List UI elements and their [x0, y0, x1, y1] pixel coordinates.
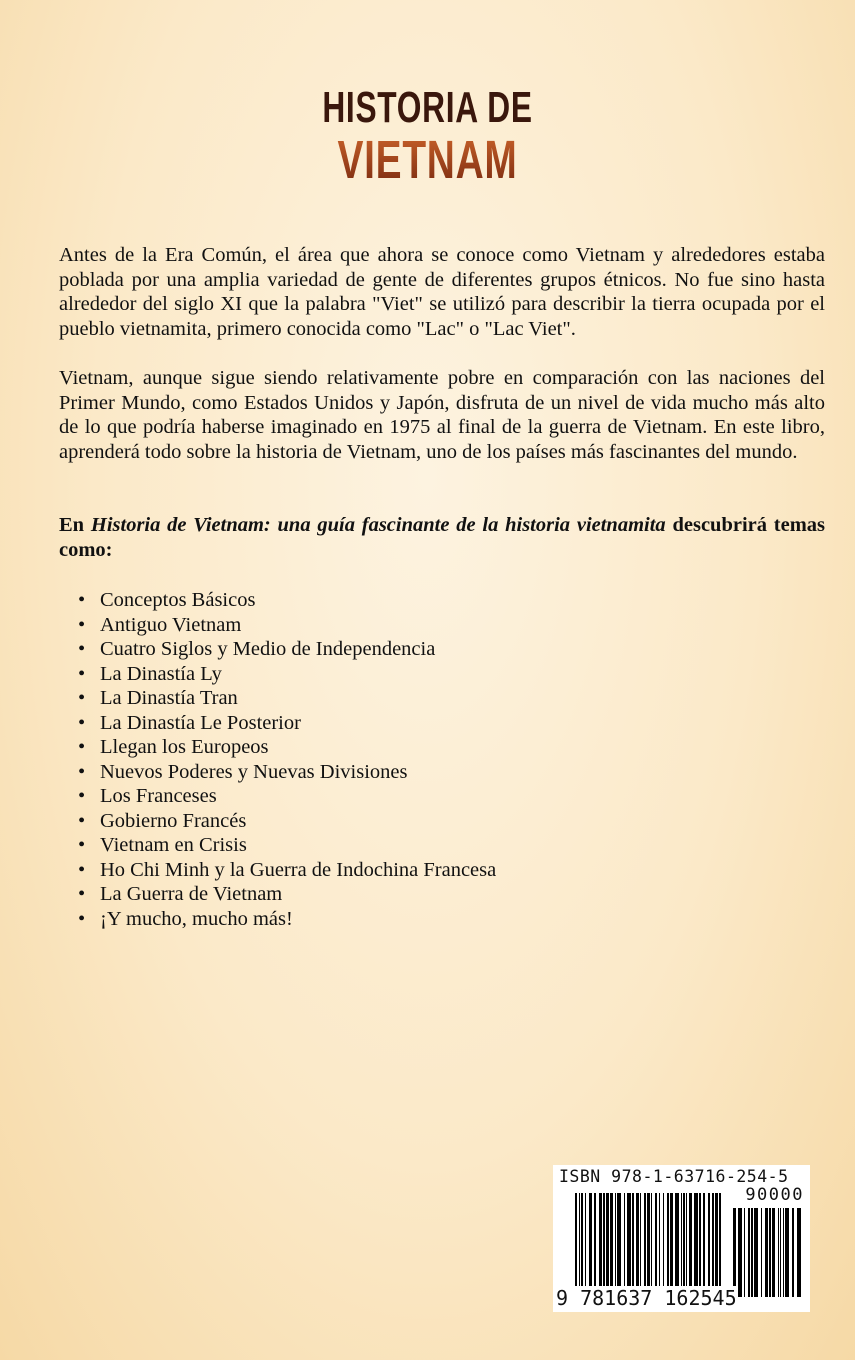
intro-prefix: En [59, 514, 85, 536]
intro-suffix: descubrirá temas como: [59, 514, 826, 561]
topic-item: • Llegan los Europeos [78, 735, 496, 760]
barcode-bar [670, 1193, 673, 1297]
paragraph-1: Antes de la Era Común, el área que ahora se conoce como Vietnam y alrededores estaba poblada por una amplia variedad de gente de diferentes grupos étnicos. No fue sino hasta alrededor del siglo XI que la palabra "Viet" se utilizó para describir la tierra ocupada por el pueblo vietnamita, primero conocida como "Lac" o "Lac Viet". [59, 244, 825, 340]
barcode-bar [655, 1193, 657, 1297]
intro-paragraph [59, 513, 825, 562]
barcode-bar [663, 1193, 664, 1297]
barcode-bar [640, 1193, 641, 1297]
isbn-text: ISBN 978-1-63716-254-5 [559, 1167, 789, 1186]
barcode-bar [585, 1193, 586, 1297]
barcode-bar [651, 1193, 652, 1297]
topic-item: • Los Franceses [78, 784, 496, 809]
barcode-bar [636, 1193, 639, 1297]
barcode-bar [624, 1193, 625, 1297]
barcode-bar [744, 1208, 745, 1297]
barcode-number: 9 781637 162545 [556, 1286, 737, 1310]
barcode-bar [683, 1193, 685, 1297]
barcode-bar [627, 1193, 631, 1297]
barcode-bar [772, 1208, 775, 1297]
book-title: Historia de Vietnam: una guía fascinante de la historia vietnamita [90, 514, 666, 536]
barcode-bar [589, 1193, 592, 1297]
topic-item: • Vietnam en Crisis [78, 833, 496, 858]
title-line-1: HISTORIA DE [322, 83, 533, 132]
barcode-bar [769, 1208, 771, 1297]
barcode-bar [738, 1208, 742, 1297]
isbn-barcode [553, 1165, 810, 1312]
addon-bars [733, 1208, 805, 1297]
barcode-bar [792, 1208, 794, 1297]
barcode-bar [719, 1193, 721, 1297]
topic-item: • Nuevos Poderes y Nuevas Divisiones [78, 760, 496, 785]
barcode-bar [783, 1208, 784, 1297]
barcode-bar [599, 1193, 602, 1297]
topic-item: • Conceptos Básicos [78, 588, 496, 613]
barcode-bar [575, 1193, 577, 1297]
barcode-bar [632, 1193, 634, 1297]
barcode-bar [675, 1193, 679, 1297]
topic-item: • ¡Y mucho, mucho más! [78, 907, 496, 932]
barcode-bar [581, 1193, 583, 1297]
topic-item: • Antiguo Vietnam [78, 613, 496, 638]
barcode-bar [715, 1193, 718, 1297]
barcode-bar [733, 1208, 736, 1297]
barcode-bar [797, 1208, 801, 1297]
barcode-bar [778, 1208, 779, 1297]
paragraph-2: Vietnam, aunque sigue siendo relativamente pobre en comparación con las naciones del Primer Mundo, como Estados Unidos y Japón, disfruta de un nivel de vida mucho más alto de lo que podría haberse imaginado en 1975 al final de la guerra de Vietnam. En este libro, aprenderá todo sobre la historia de Vietnam, uno de los países más fascinantes del mundo. [59, 367, 825, 463]
barcode-bar [610, 1193, 613, 1297]
topic-item: • La Dinastía Tran [78, 686, 496, 711]
barcode-bar [617, 1193, 621, 1297]
barcode-bar [785, 1208, 789, 1297]
barcode-bar [615, 1193, 616, 1297]
barcode-bar [703, 1193, 705, 1297]
main-bars [575, 1193, 723, 1297]
barcode-bar [765, 1208, 768, 1297]
barcode-bar [748, 1208, 750, 1297]
topic-item: • Gobierno Francés [78, 809, 496, 834]
barcode-bar [699, 1193, 701, 1297]
topic-item: • La Dinastía Le Posterior [78, 711, 496, 736]
barcode-bar [708, 1193, 710, 1297]
barcode-bar [761, 1208, 762, 1297]
barcode-bar [686, 1193, 687, 1297]
topic-item: • La Guerra de Vietnam [78, 882, 496, 907]
topic-item: • Ho Chi Minh y la Guerra de Indochina Francesa [78, 858, 496, 883]
topics-list [78, 588, 496, 931]
title-line-2: VIETNAM [120, 133, 736, 187]
barcode-bar [681, 1193, 682, 1297]
barcode-bar [644, 1193, 646, 1297]
barcode-bar [594, 1193, 596, 1297]
barcode-bar [659, 1193, 660, 1297]
barcode-bar [689, 1193, 692, 1297]
barcode-bar [579, 1193, 580, 1297]
barcode-bar [647, 1193, 650, 1297]
barcode-bar [694, 1193, 698, 1297]
barcode-bar [754, 1208, 758, 1297]
barcode-bar [606, 1193, 609, 1297]
barcode-bar [712, 1193, 714, 1297]
topic-item: • Cuatro Siglos y Medio de Independencia [78, 637, 496, 662]
addon-code: 90000 [745, 1185, 804, 1205]
barcode-bar [780, 1208, 781, 1297]
barcode-bar [751, 1208, 753, 1297]
barcode-bar [603, 1193, 605, 1297]
topic-item: • La Dinastía Ly [78, 662, 496, 687]
barcode-bar [667, 1193, 669, 1297]
